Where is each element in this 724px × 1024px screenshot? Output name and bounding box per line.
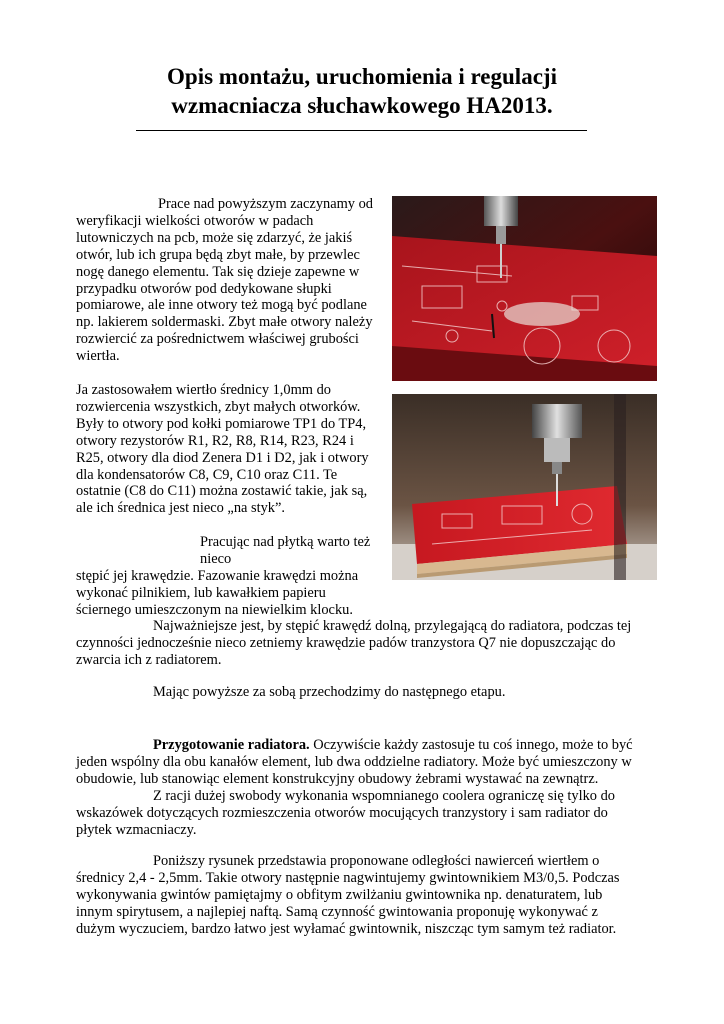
- paragraph-bottom-edge: [76, 618, 656, 669]
- section-heading-heatsink: Przygotowanie radiatora.: [153, 737, 310, 753]
- text-line: otwór, lub ich grupa będą zbyt małe, by przewlec: [76, 246, 360, 263]
- text-line: ostatnie (C8 do C11) można zostawić takie, jak są,: [76, 483, 368, 500]
- paragraph-drill-size: [76, 382, 386, 517]
- text-line: np. lakierem soldermaski. Zbyt małe otwory należy: [76, 314, 373, 331]
- text-line: ściernego umieszczonym na niewielkim klocku.: [76, 601, 353, 618]
- text-line: Przygotowanie radiatora. Oczywiście każdy zastosuje tu coś innego, może to być: [153, 737, 633, 753]
- photo-drill-press-stack: [392, 394, 657, 580]
- photo-drilling-pcb: [392, 196, 657, 381]
- text-line: średnicy 2,4 - 2,5mm. Takie otwory następnie nagwintujemy gwintownikiem M3/0,5. Podczas: [76, 869, 620, 886]
- paragraph-hole-verification: [76, 196, 386, 365]
- paragraph-next-stage: Mając powyższe za sobą przechodzimy do następnego etapu.: [153, 684, 506, 700]
- text-line: lutowniczych na pcb, może się zdarzyć, że jakiś: [76, 229, 353, 246]
- text-line: obudowie, lub stanowiąc element konstrukcyjny obudowy żebrami wystawać na zewnątrz.: [76, 770, 599, 787]
- text-line: dla kondensatorów C8, C9, C10 oraz C11. Te: [76, 466, 338, 483]
- text-line: R25, otwory dla diod Zenera D1 i D2, jak i otwory: [76, 449, 369, 466]
- text-line: wiertła.: [76, 348, 120, 365]
- text-line: Najważniejsze jest, by stępić krawędź dolną, przylegającą do radiatora, podczas tej: [153, 618, 632, 634]
- paragraph-threading: [76, 853, 656, 938]
- text-line: płytek wzmacniaczy.: [76, 821, 197, 838]
- text-line: Prace nad powyższym zaczynamy od: [158, 196, 373, 212]
- text-line: Poniższy rysunek przedstawia proponowane odległości nawierceń wiertłem o: [153, 853, 600, 869]
- text-line: innym spirytusem, a najlepiej naftą. Samą czynność gwintowania proponuję wykonywać z: [76, 903, 598, 920]
- document-title-line-2: wzmacniacza słuchawkowego HA2013.: [171, 93, 553, 118]
- text-line: jeden wspólny dla obu kanałów element, lub dwa oddzielne radiatory. Może być umieszczony w: [76, 753, 632, 770]
- text-line: czynności jednocześnie nieco zetniemy krawędzie padów tranzystora Q7 nie dopuszczając do: [76, 634, 616, 651]
- text-line: rozwiercenia wszystkich, zbyt małych otworków.: [76, 398, 361, 415]
- text-line: wykonywania gwintów pamiętajmy o obfitym zwilżaniu gwintownika np. denaturatem, lub: [76, 886, 603, 903]
- text-line: nogę danego elementu. Tak się dzieje zapewne w: [76, 263, 360, 280]
- text-line: pomiarowe, ale inne otwory też mogą być podlane: [76, 297, 367, 314]
- text-line: weryfikacji wielkości otworów w padach: [76, 212, 314, 229]
- text-line: rozwiercić za pośrednictwem właściwej grubości: [76, 331, 359, 348]
- text-line: Z racji dużej swobody wykonania wspomnianego coolera ograniczę się tylko do: [153, 788, 615, 804]
- text-line: Były to otwory pod kołki pomiarowe TP1 do TP4,: [76, 415, 367, 432]
- document-title-line-1: Opis montażu, uruchomienia i regulacji: [167, 64, 557, 89]
- paragraph-edge-chamfer: [76, 534, 386, 619]
- text-line: zwarcia ich z radiatorem.: [76, 651, 222, 668]
- text-line: ale ich średnica jest nieco „na styk”.: [76, 500, 285, 517]
- text-line: przypadku otworów pod dedykowane słupki: [76, 280, 332, 297]
- title-underline: [136, 130, 587, 131]
- paragraph-mounting-holes: [76, 788, 656, 839]
- text-line: dużym wyczuciem, bardzo łatwo jest wyłamać gwintownik, niszcząc tym samym też radiator.: [76, 920, 617, 937]
- text-line: Pracując nad płytką warto też nieco: [200, 534, 371, 567]
- text-line: stępić jej krawędzie. Fazowanie krawędzi można: [76, 567, 359, 584]
- text-line: wskazówek dotyczących rozmieszczenia otworów mocujących tranzystory i sam radiator do: [76, 804, 608, 821]
- text-line: otwory rezystorów R1, R2, R8, R14, R23, R24 i: [76, 432, 354, 449]
- text-line: wykonać pilnikiem, lub kawałkiem papieru: [76, 584, 326, 601]
- paragraph-heatsink-prep: [76, 737, 656, 788]
- text-line: Ja zastosowałem wiertło średnicy 1,0mm do: [76, 382, 331, 398]
